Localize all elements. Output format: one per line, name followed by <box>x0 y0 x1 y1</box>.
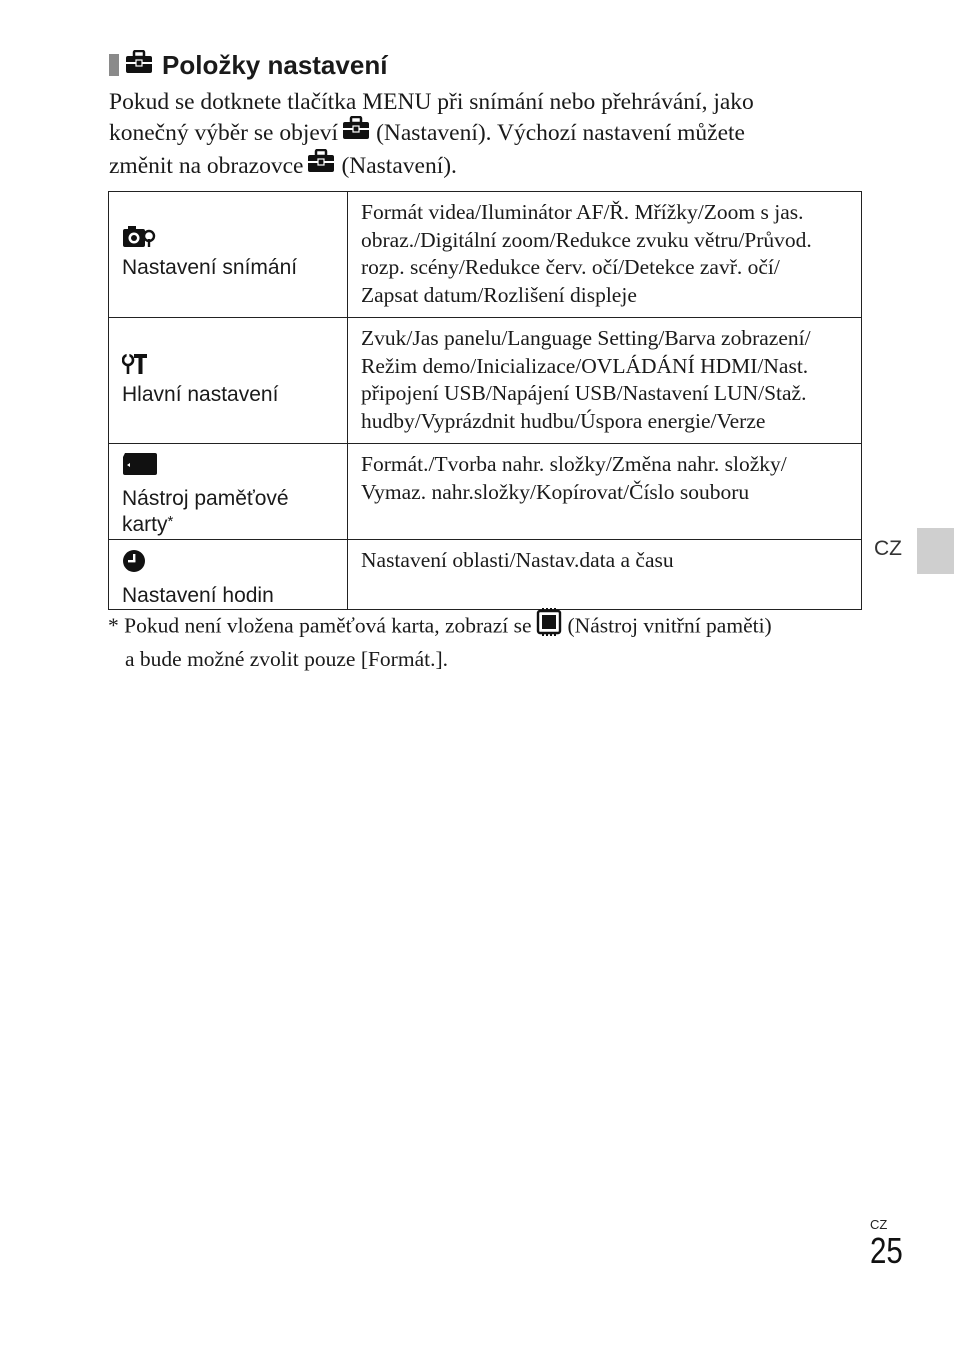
intro-line <box>109 151 849 184</box>
intro-paragraph <box>109 87 849 184</box>
table-row <box>109 444 862 540</box>
category-label-line2 <box>122 512 339 538</box>
category-label: Nastavení hodin <box>122 584 274 607</box>
category-label: Hlavní nastavení <box>122 383 279 406</box>
description-line: Vymaz. nahr.složky/Kopírovat/Číslo souboru <box>361 479 750 504</box>
description-cell <box>348 444 862 540</box>
intro-text: (Nastavení). Výchozí nastavení můžete <box>376 120 745 146</box>
footnote-line: a bude možné zvolit pouze [Formát.]. <box>125 646 448 671</box>
category-cell <box>109 192 348 318</box>
section-heading <box>109 48 387 82</box>
intro-text: Pokud se dotknete tlačítka MENU při snímání nebo přehrávání, jako <box>109 89 754 115</box>
side-tab <box>917 528 954 574</box>
footnote-text: (Nástroj vnitřní paměti) <box>567 613 772 638</box>
settings-table <box>108 191 862 610</box>
camera-settings-icon <box>122 224 339 255</box>
page-language-code: CZ <box>870 1217 888 1232</box>
intro-text: konečný výběr se objeví <box>109 120 339 146</box>
memory-card-icon <box>122 452 339 483</box>
description-cell <box>348 318 862 444</box>
footnote-text: * Pokud není vložena paměťová karta, zobrazí se <box>108 613 532 638</box>
category-cell <box>109 540 348 610</box>
category-cell <box>109 318 348 444</box>
intro-line <box>109 87 849 118</box>
intro-text: (Nastavení). <box>341 153 457 180</box>
description-line: Zvuk/Jas panelu/Language Setting/Barva zobrazení/ <box>361 326 811 350</box>
description-line: hudby/Vyprázdnit hudbu/Úspora energie/Verze <box>361 408 766 433</box>
intro-line <box>109 118 849 151</box>
description-line: Režim demo/Inicializace/OVLÁDÁNÍ HDMI/Nast. <box>361 353 809 378</box>
intro-text: změnit na obrazovce <box>109 153 304 180</box>
description-line: obraz./Digitální zoom/Redukce zvuku větru/Průvod. <box>361 227 812 252</box>
category-label: Nastavení snímání <box>122 256 298 279</box>
category-label: karty <box>122 513 168 536</box>
description-line: Nastavení oblasti/Nastav.data a času <box>361 548 674 572</box>
category-label: Nástroj paměťové <box>122 487 289 510</box>
wrench-icon <box>122 353 339 382</box>
table-row <box>109 540 862 610</box>
description-line: rozp. scény/Redukce červ. očí/Detekce zavř. očí/ <box>361 255 780 279</box>
table-row <box>109 192 862 318</box>
description-line: připojení USB/Napájení USB/Nastavení LUN/Staž. <box>361 381 807 405</box>
footnote <box>108 610 868 673</box>
table-row <box>109 318 862 444</box>
side-tab-label: CZ <box>874 537 902 560</box>
category-cell <box>109 444 348 540</box>
heading-marker <box>109 54 119 76</box>
footnote-marker: * <box>167 513 174 530</box>
internal-memory-icon <box>536 608 562 644</box>
toolbox-icon <box>307 149 335 182</box>
section-title: Položky nastavení <box>162 50 388 80</box>
description-line: Formát videa/Iluminátor AF/Ř. Mřížky/Zoom s jas. <box>361 200 804 224</box>
toolbox-icon <box>342 116 370 149</box>
clock-icon <box>122 549 339 580</box>
footnote-line <box>108 610 868 646</box>
page-number: 25 <box>870 1230 903 1271</box>
description-cell <box>348 192 862 318</box>
description-cell <box>348 540 862 610</box>
toolbox-icon <box>125 48 153 82</box>
description-line: Zapsat datum/Rozlišení displeje <box>361 282 637 307</box>
description-line: Formát./Tvorba nahr. složky/Změna nahr. složky/ <box>361 452 787 476</box>
